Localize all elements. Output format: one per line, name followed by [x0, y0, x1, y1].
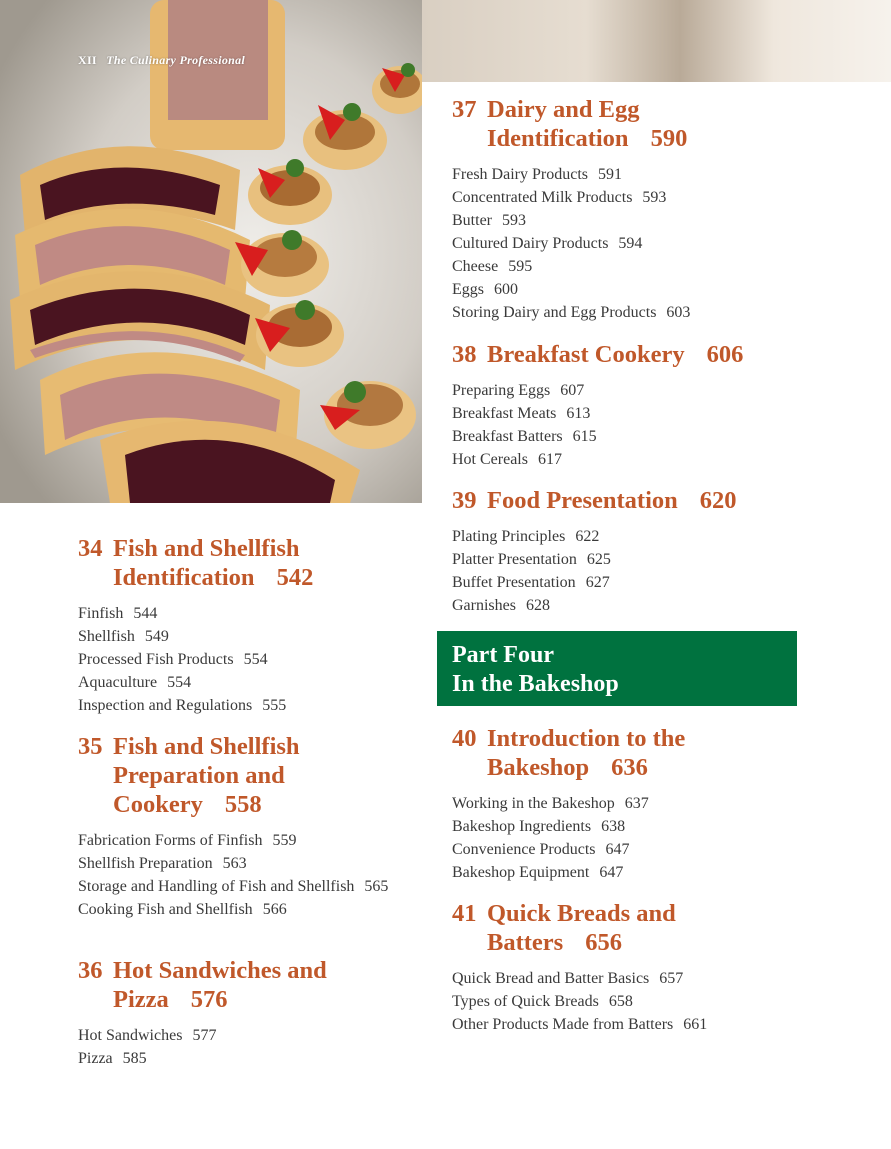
chapter-number: 40: [452, 725, 477, 752]
chapter-name: Hot Sandwiches and Pizza: [113, 957, 327, 1013]
chapter-number: 38: [452, 341, 477, 368]
toc-entry: Hot Cereals 617: [452, 451, 562, 468]
toc-entry: Cultured Dairy Products 594: [452, 235, 643, 252]
chapter-title: [78, 534, 398, 592]
toc-entry: Fresh Dairy Products 591: [452, 166, 622, 183]
chapter-35: [78, 732, 398, 921]
toc-entry: Preparing Eggs 607: [452, 382, 585, 399]
toc-entry: Buffet Presentation 627: [452, 574, 610, 591]
food-photo-strip: [422, 0, 891, 82]
chapter-number: 35: [78, 733, 103, 760]
chapter-34: [78, 534, 398, 717]
toc-entry: Bakeshop Equipment 647: [452, 864, 624, 881]
chapter-38: [452, 340, 792, 471]
toc-entry: Storage and Handling of Fish and Shellfish 565: [78, 878, 389, 895]
toc-entry: Types of Quick Breads 658: [452, 993, 633, 1010]
part-title: In the Bakeshop: [452, 671, 619, 697]
chapter-page: 636: [611, 754, 648, 781]
chapter-title: [452, 340, 792, 369]
toc-entry: Finfish 544: [78, 605, 158, 622]
toc-entry: Hot Sandwiches 577: [78, 1027, 217, 1044]
chapter-page: 576: [190, 986, 228, 1013]
part-number: Part Four: [452, 642, 554, 668]
toc-entry: Breakfast Meats 613: [452, 405, 591, 422]
chapter-page: 606: [706, 341, 744, 368]
chapter-36: [78, 956, 398, 1070]
running-head: [78, 53, 245, 68]
chapter-title: [78, 956, 398, 1014]
toc-entry: Working in the Bakeshop 637: [452, 795, 649, 812]
toc-entry: Cooking Fish and Shellfish 566: [78, 901, 287, 918]
chapter-37: [452, 95, 792, 324]
toc-entry: Pizza 585: [78, 1050, 147, 1067]
chapter-number: 41: [452, 900, 477, 927]
book-title: The Culinary Professional: [106, 53, 246, 67]
toc-entry: Aquaculture 554: [78, 674, 192, 691]
chapter-page: 590: [650, 125, 688, 152]
chapter-number: 34: [78, 535, 103, 562]
toc-entry: Fabrication Forms of Finfish 559: [78, 832, 297, 849]
chapter-title: [452, 486, 792, 515]
toc-entry: Cheese 595: [452, 258, 533, 275]
toc-entry: Concentrated Milk Products 593: [452, 189, 667, 206]
chapter-title: [452, 899, 792, 957]
chapter-name: Introduction to the Bakeshop: [487, 725, 686, 781]
toc-entry: Quick Bread and Batter Basics 657: [452, 970, 684, 987]
toc-entry: Storing Dairy and Egg Products 603: [452, 304, 691, 321]
part-heading-box: [437, 631, 797, 706]
chapter-name: Quick Breads and Batters: [487, 900, 676, 956]
toc-entry: Butter 593: [452, 212, 526, 229]
toc-entry: Processed Fish Products 554: [78, 651, 268, 668]
food-photo: [0, 0, 422, 503]
chapter-39: [452, 486, 792, 617]
toc-entry: Garnishes 628: [452, 597, 550, 614]
toc-entry: Eggs 600: [452, 281, 518, 298]
toc-entry: Convenience Products 647: [452, 841, 630, 858]
chapter-page: 620: [699, 487, 737, 514]
toc-entry: Shellfish Preparation 563: [78, 855, 247, 872]
chapter-name: Breakfast Cookery: [487, 341, 685, 368]
chapter-page: 542: [276, 564, 314, 591]
toc-entry: Bakeshop Ingredients 638: [452, 818, 626, 835]
chapter-40: [452, 724, 792, 884]
toc-entry: Inspection and Regulations 555: [78, 697, 287, 714]
page-number: XII: [78, 53, 97, 67]
chapter-number: 37: [452, 96, 477, 123]
toc-entry: Plating Principles 622: [452, 528, 600, 545]
chapter-name: Food Presentation: [487, 487, 678, 514]
chapter-number: 36: [78, 957, 103, 984]
toc-entry: Other Products Made from Batters 661: [452, 1016, 708, 1033]
chapter-41: [452, 899, 792, 1036]
chapter-name: Dairy and Egg Identification: [487, 96, 640, 152]
chapter-title: [452, 95, 792, 153]
chapter-title: [78, 732, 398, 819]
pate-en-croute-illustration: [0, 0, 422, 503]
chapter-page: 656: [585, 929, 622, 956]
chapter-title: [452, 724, 792, 782]
toc-entry: Breakfast Batters 615: [452, 428, 597, 445]
chapter-page: 558: [224, 791, 262, 818]
chapter-name: Fish and Shellfish Identification: [113, 535, 300, 591]
toc-entry: Shellfish 549: [78, 628, 169, 645]
chapter-number: 39: [452, 487, 477, 514]
toc-entry: Platter Presentation 625: [452, 551, 611, 568]
chapter-name: Fish and Shellfish Preparation and Cookery: [113, 733, 300, 818]
